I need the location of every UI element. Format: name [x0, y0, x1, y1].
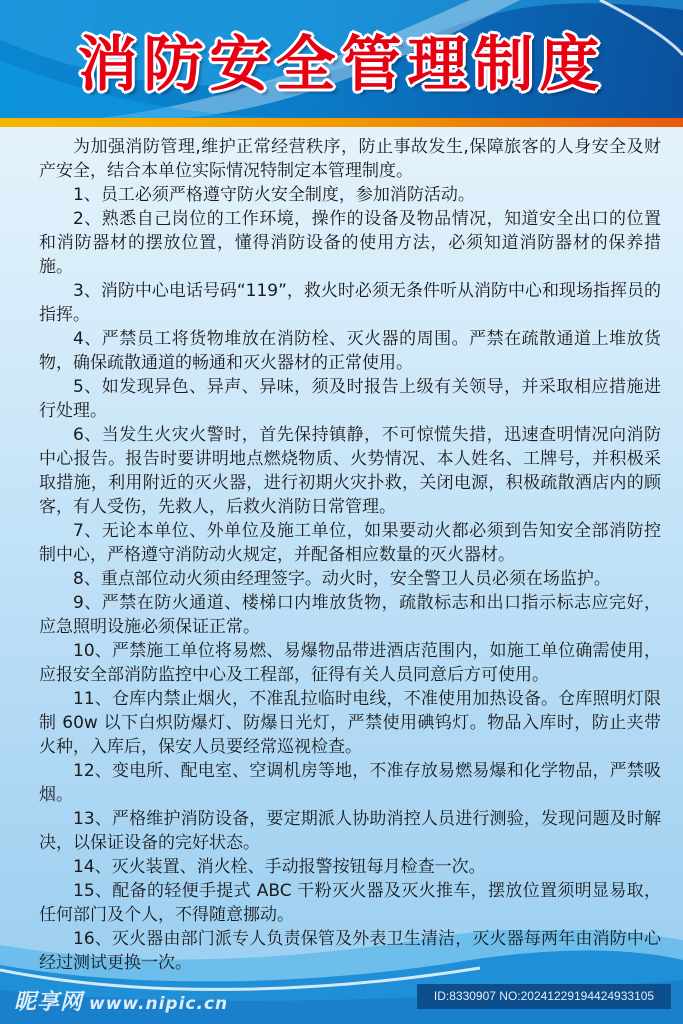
- header-orange-stripe: [0, 118, 683, 127]
- rule-item: 10、严禁施工单位将易燃、易爆物品带进酒店范围内，如施工单位确需使用，应报安全部消防监控中心及工程部，征得有关人员同意后方可使用。: [39, 641, 661, 685]
- rule-item: 14、灭火装置、消火栓、手动报警按钮每月检查一次。: [73, 857, 486, 877]
- regulation-text: [39, 135, 661, 975]
- rule-item: 15、配备的轻便手提式 ABC 干粉灭火器及灭火推车，摆放位置须明显易取，任何部门及个人，不得随意挪动。: [39, 881, 661, 925]
- rule-item: 1、员工必须严格遵守防火安全制度，参加消防活动。: [73, 185, 475, 205]
- watermark-logo: [14, 985, 228, 1016]
- rule-item: 3、消防中心电话号码“119”，救火时必须无条件听从消防中心和现场指挥员的指挥。: [39, 281, 661, 325]
- image-id-label: ID:8330907 NO:20241229194424933105: [417, 984, 671, 1009]
- rule-item: 12、变电所、配电室、空调机房等地，不准存放易燃易爆和化学物品，严禁吸烟。: [39, 761, 661, 805]
- logo-text: 昵享网: [14, 990, 84, 1015]
- logo-url: www.nipic.cn: [89, 994, 229, 1014]
- rule-item: 16、灭火器由部门派专人负责保管及外表卫生清洁，灭火器每两年由消防中心经过测试更换一次。: [39, 929, 661, 973]
- rule-item: 4、严禁员工将货物堆放在消防栓、灭火器的周围。严禁在疏散通道上堆放货物，确保疏散通道的畅通和灭火器材的正常使用。: [39, 329, 661, 373]
- rule-item: 9、严禁在防火通道、楼梯口内堆放货物，疏散标志和出口指示标志应完好，应急照明设施必须保证正常。: [39, 593, 661, 637]
- rule-item: 8、重点部位动火须由经理签字。动火时，安全警卫人员必须在场监护。: [73, 569, 611, 589]
- rule-item: 13、严格维护消防设备，要定期派人协助消控人员进行测验，发现问题及时解决，以保证设备的完好状态。: [39, 809, 661, 853]
- rule-item: 6、当发生火灾火警时，首先保持镇静，不可惊慌失措，迅速查明情况向消防中心报告。报告时要讲明地点燃烧物质、火势情况、本人姓名、工牌号，并积极采取措施，利用附近的灭火器，进行初期火灾扑救，关闭电源，积极疏散酒店内的顾客，有人受伤，先救人，后救火消防日常管理。: [39, 425, 661, 517]
- rule-item: 5、如发现异色、异声、异味，须及时报告上级有关领导，并采取相应措施进行处理。: [39, 377, 661, 421]
- rule-item: 2、熟悉自己岗位的工作环境，操作的设备及物品情况，知道安全出口的位置和消防器材的摆放位置，懂得消防设备的使用方法，必须知道消防器材的保养措施。: [39, 209, 661, 277]
- rule-item: 7、无论本单位、外单位及施工单位，如果要动火都必须到告知安全部消防控制中心，严格遵守消防动火规定，并配备相应数量的灭火器材。: [39, 521, 661, 565]
- rule-item: 11、仓库内禁止烟火，不准乱拉临时电线，不准使用加热设备。仓库照明灯限制 60w 以下白炽防爆灯、防爆日光灯，严禁使用碘钨灯。物品入库时，防止夹带火种，入库后，保安人员要经常巡视检查。: [39, 689, 661, 757]
- page-title: 消防安全管理制度: [77, 30, 606, 100]
- intro-paragraph: 为加强消防管理,维护正常经营秩序，防止事故发生,保障旅客的人身安全及财产安全，结合本单位实际情况特制定本管理制度。: [39, 137, 661, 181]
